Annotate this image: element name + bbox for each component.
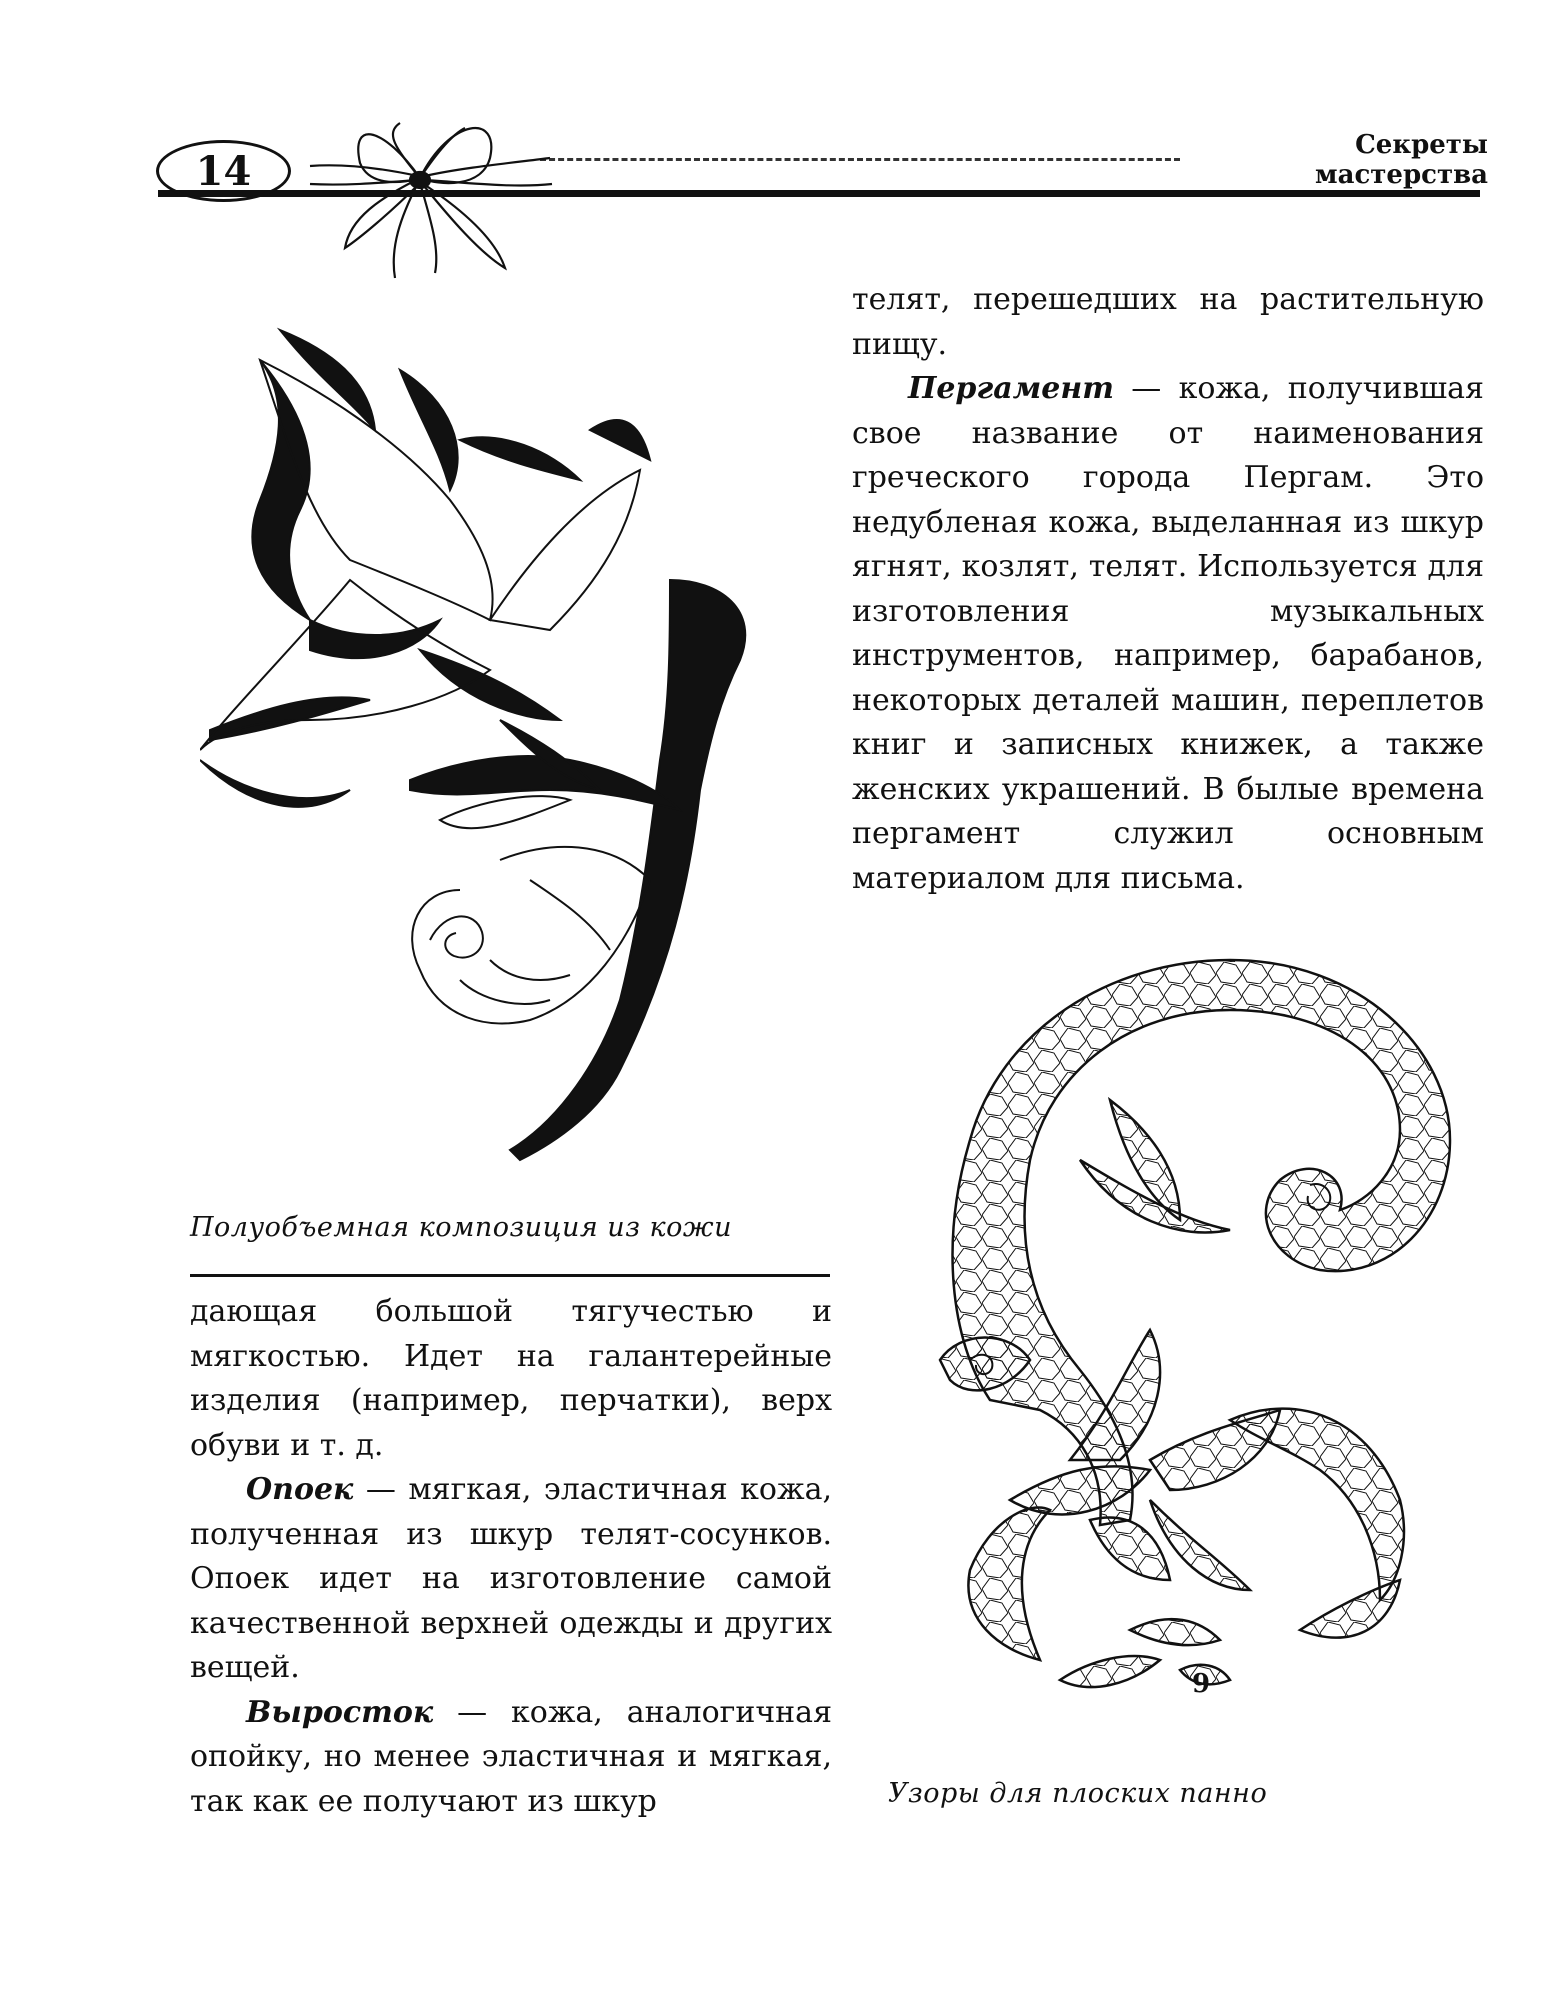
term-definition: — кожа, аналогичная опойку, но менее эластичная и мягкая, так как ее получают из шкур [190, 1694, 832, 1819]
term-pergament: Пергамент [908, 371, 1114, 406]
caption-rule [190, 1274, 830, 1277]
left-text-column [190, 1290, 832, 1824]
paragraph [190, 1468, 832, 1691]
paragraph [190, 1691, 832, 1825]
paragraph [852, 367, 1484, 901]
svg-text:9: 9 [1192, 1669, 1211, 1699]
running-title: Секреты мастерства [1315, 130, 1488, 190]
bow-ornament-icon [290, 88, 560, 288]
right-text-column [852, 278, 1484, 901]
page-number: 14 [156, 140, 291, 202]
term-opoek: Опоек [246, 1472, 354, 1507]
paragraph: телят, перешедших на растительную пищу. [852, 282, 1484, 362]
leather-flower-illustration [200, 320, 800, 1180]
mosaic-pattern-illustration [930, 940, 1490, 1740]
figure-caption-left: Полуобъемная композиция из кожи [190, 1212, 732, 1243]
figure-caption-right: Узоры для плоских панно [888, 1778, 1268, 1809]
paragraph: дающая большой тягучестью и мягкостью. Идет на галантерейные изделия (например, перчатки), верх обуви и т. д. [190, 1294, 832, 1463]
header-dashed-rule [540, 158, 1180, 161]
term-definition: — мягкая, эластичная кожа, полученная из шкур телят-сосунков. Опоек идет на изготовление самой качественной верхней одежды и других вещей. [190, 1472, 832, 1685]
term-vyrostok: Выросток [246, 1694, 434, 1730]
term-definition: — кожа, получившая свое название от наименования греческого города Пергам. Это недубленая кожа, выделанная из шкур ягнят, козлят, телят. Используется для изготовления музыкальных инструментов, например, барабанов, некоторых деталей машин, переплетов книг и записных книжек, а также женских украшений. В былые времена пергамент служил основным материалом для письма. [852, 371, 1484, 896]
